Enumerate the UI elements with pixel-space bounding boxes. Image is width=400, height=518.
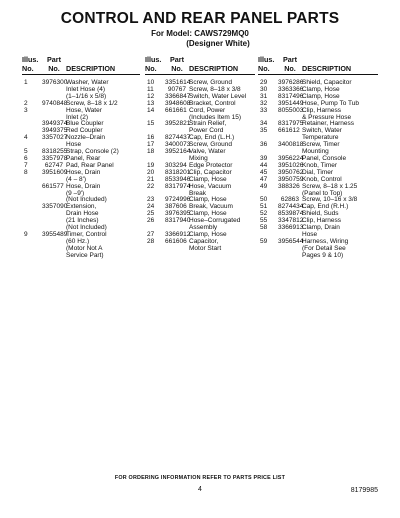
part-number: 303294 xyxy=(165,161,187,169)
illus-number: 50 xyxy=(260,196,268,204)
part-row xyxy=(145,218,255,232)
part-description: Dial, Timer xyxy=(302,168,334,176)
column-header xyxy=(258,56,378,75)
illus-number: 13 xyxy=(147,99,155,107)
part-description: Knob, Control xyxy=(302,175,342,183)
page-title: CONTROL AND REAR PANEL PARTS xyxy=(60,10,340,27)
part-number: 3949375 xyxy=(42,127,68,135)
part-description: Shield, Suds xyxy=(302,210,339,218)
part-number: 661606 xyxy=(165,237,187,245)
part-row xyxy=(22,170,140,184)
part-description: Screw, 8–18 x 1.25 (Panel to Top) xyxy=(302,182,358,197)
part-description: Nozzle–Drain Hose xyxy=(66,134,106,149)
part-description: Hose, Vacuum Break xyxy=(189,182,232,197)
part-description: Timer, Control (60 Hz.) (Motor Not A Service Part) xyxy=(66,230,107,259)
part-row xyxy=(145,239,255,253)
illus-number: 2 xyxy=(24,99,28,107)
header-illus: Illus. No. xyxy=(258,55,275,73)
header-part: Part No. xyxy=(283,55,297,73)
part-number: 3357090 xyxy=(42,203,68,211)
part-number: 3951026 xyxy=(278,161,304,169)
part-description: Retainer, Harness xyxy=(302,120,355,128)
illus-number: 25 xyxy=(147,210,155,218)
column-header xyxy=(22,56,140,75)
part-row xyxy=(258,184,378,198)
part-row xyxy=(258,142,378,156)
part-number: 3366913 xyxy=(278,224,304,232)
illus-number: 45 xyxy=(260,168,268,176)
illus-number: 49 xyxy=(260,182,268,190)
illus-number: 55 xyxy=(260,217,268,225)
illus-number: 34 xyxy=(260,120,268,128)
illus-number: 58 xyxy=(260,224,268,232)
illus-number: 4 xyxy=(24,134,28,142)
illus-number: 19 xyxy=(147,161,155,169)
header-description: DESCRIPTION xyxy=(302,63,352,73)
part-description: Screw, 8–18 x 1/2 xyxy=(66,99,118,107)
parts-column-3 xyxy=(258,56,378,260)
illus-number: 6 xyxy=(24,154,28,162)
illus-number: 1 xyxy=(24,79,28,86)
part-description: Valve, Water Mixing xyxy=(189,148,226,162)
part-description: Clamp, Drain Hose xyxy=(302,224,340,238)
part-number: 3951609 xyxy=(42,168,68,176)
part-number: 3357978 xyxy=(42,154,68,162)
part-row xyxy=(22,80,140,101)
part-description: Cap, End (L.H.) xyxy=(189,134,235,142)
part-number: 661577 xyxy=(42,182,64,190)
illus-number: 10 xyxy=(147,79,155,86)
part-description: Hose, Water Inlet (2) xyxy=(66,106,102,121)
illus-number: 15 xyxy=(147,120,155,128)
part-number: 3351614 xyxy=(165,79,191,86)
illus-number: 3 xyxy=(24,106,28,114)
part-number: 661661 xyxy=(165,106,187,114)
parts-list xyxy=(145,80,255,253)
part-description: Clamp, Hose xyxy=(302,85,340,93)
part-description: Harness, Wiring (For Detail See Pages 9 & 10) xyxy=(302,237,349,259)
illus-number: 39 xyxy=(260,154,268,162)
part-description: Clamp, Hose xyxy=(189,175,227,183)
part-description: Hose, Pump To Tub xyxy=(302,99,359,107)
part-number: 8318255 xyxy=(42,148,68,156)
illus-number: 47 xyxy=(260,175,268,183)
part-number: 3366912 xyxy=(165,230,191,238)
part-description: Clamp, Hose xyxy=(189,230,227,238)
part-description: Screw, Ground xyxy=(189,79,232,86)
part-description: Washer, Water Inlet Hose (4) (1–1/16 x 5/8) xyxy=(66,79,109,100)
model-line: For Model: CAWS729MQ0 xyxy=(151,29,249,38)
parts-list xyxy=(258,80,378,260)
parts-column-1 xyxy=(22,56,140,260)
part-number: 8533946 xyxy=(165,175,191,183)
part-row xyxy=(22,108,140,122)
part-description: Bracket, Control xyxy=(189,99,236,107)
part-number: 3951449 xyxy=(278,99,304,107)
part-number: 8317496 xyxy=(278,92,304,100)
illus-number: 29 xyxy=(260,79,268,86)
illus-number: 17 xyxy=(147,141,155,149)
illus-number: 51 xyxy=(260,203,268,211)
illus-number: 9 xyxy=(24,230,28,238)
part-number: 3948608 xyxy=(165,99,191,107)
part-number: 8317940 xyxy=(165,217,191,225)
illus-number: 24 xyxy=(147,203,155,211)
illus-number: 23 xyxy=(147,196,155,204)
illus-number: 32 xyxy=(260,99,268,107)
part-number: 3976300 xyxy=(42,79,68,86)
illus-number: 18 xyxy=(147,148,155,156)
part-description: Cap, End (R.H.) xyxy=(302,203,349,211)
part-description: Shield, Capacitor xyxy=(302,79,352,86)
part-number: 3956544 xyxy=(278,237,304,245)
illus-number: 44 xyxy=(260,161,268,169)
part-number: 3950762 xyxy=(278,168,304,176)
part-number: 3952821 xyxy=(165,120,191,128)
illus-number: 36 xyxy=(260,141,268,149)
part-number: 3357027 xyxy=(42,134,68,142)
part-row xyxy=(22,184,140,205)
part-description: Blue Coupler xyxy=(66,120,104,128)
part-number: 62863 xyxy=(280,196,299,204)
illus-number: 59 xyxy=(260,237,268,245)
part-description: Switch, Water Level xyxy=(189,92,247,100)
illus-number: 27 xyxy=(147,230,155,238)
part-number: 90767 xyxy=(167,85,186,93)
model-subtitle xyxy=(0,29,400,49)
illus-number: 8 xyxy=(24,168,28,176)
part-number: 9740848 xyxy=(42,99,68,107)
illus-number: 52 xyxy=(260,210,268,218)
part-number: 3956224 xyxy=(278,154,304,162)
illus-number: 20 xyxy=(147,168,155,176)
part-row xyxy=(22,135,140,149)
part-number: 3976286 xyxy=(278,79,304,86)
illus-number: 5 xyxy=(24,148,28,156)
part-row xyxy=(22,232,140,260)
part-number: 8539874 xyxy=(278,210,304,218)
part-number: 3955489 xyxy=(42,230,68,238)
part-number: 8274437 xyxy=(165,134,191,142)
part-row xyxy=(145,149,255,163)
part-description: Clamp, Hose xyxy=(189,210,227,218)
illus-number: 12 xyxy=(147,92,155,100)
part-number: 8317974 xyxy=(165,182,191,190)
model-variant: (Designer White) xyxy=(186,39,250,48)
part-description: Screw, Timer Mounting xyxy=(302,141,340,156)
part-description: Clip, Capacitor xyxy=(189,168,232,176)
part-number: 3976395 xyxy=(165,210,191,218)
part-number: 8274434 xyxy=(278,203,304,211)
part-number: 8317975 xyxy=(278,120,304,128)
illus-number: 16 xyxy=(147,134,155,142)
illus-number xyxy=(22,121,42,128)
part-description: Hose–Corrugated Assembly xyxy=(189,217,241,232)
illus-number: 21 xyxy=(147,175,155,183)
part-description: Screw, 8–18 x 3/8 xyxy=(189,85,241,93)
illus-number: 31 xyxy=(260,92,268,100)
part-description: Strain Relief, Power Cord xyxy=(189,120,227,135)
illus-number: 11 xyxy=(147,85,154,93)
part-number: 3366847 xyxy=(165,92,191,100)
part-number xyxy=(42,108,66,122)
part-row xyxy=(22,204,140,232)
illus-number: 26 xyxy=(147,217,155,225)
part-number: 3363366 xyxy=(278,85,304,93)
header-part: Part No. xyxy=(170,55,184,73)
illus-number: 28 xyxy=(147,237,155,245)
part-number: 9724996 xyxy=(165,196,191,204)
part-number: 3952164 xyxy=(165,148,191,156)
part-row xyxy=(145,184,255,198)
illus-number: 22 xyxy=(147,182,155,190)
part-description: Red Coupler xyxy=(66,127,103,135)
part-description: Clamp, Hose xyxy=(302,92,340,100)
part-description: Cord, Power (Includes Item 15) xyxy=(189,106,242,121)
part-number: 62747 xyxy=(44,161,63,169)
part-description: Clip, Harness & Pressure Hose xyxy=(302,106,352,121)
part-number: 3950759 xyxy=(278,175,304,183)
ordering-note: FOR ORDERING INFORMATION REFER TO PARTS PRICE LIST xyxy=(114,475,286,481)
document-number: 8179985 xyxy=(350,487,378,494)
illus-number: 35 xyxy=(260,127,268,135)
part-description: Capacitor, Motor Start xyxy=(189,237,222,252)
part-row xyxy=(258,239,378,260)
part-description: Hose, Drain (9 –9') (Not Included) xyxy=(66,182,107,204)
page-number: 4 xyxy=(198,486,202,493)
illus-number: 33 xyxy=(260,106,268,114)
part-description: Switch, Water Temperature xyxy=(302,127,342,142)
part-number: 8055003 xyxy=(278,106,304,114)
part-description: Panel, Rear xyxy=(66,154,101,162)
column-header xyxy=(145,56,255,75)
part-number: 8318201 xyxy=(165,168,191,176)
part-number: 3347812 xyxy=(278,217,304,225)
part-description: Extension, Drain Hose (21 Inches) (Not Included) xyxy=(66,203,107,232)
part-description: Knob, Timer xyxy=(302,161,338,169)
part-row xyxy=(258,108,378,122)
illus-number: 7 xyxy=(24,161,28,169)
part-description: Break, Vacuum xyxy=(189,203,233,211)
header-description: DESCRIPTION xyxy=(66,63,116,73)
illus-number: 14 xyxy=(147,106,155,114)
part-description: Pad, Rear Panel xyxy=(66,161,114,169)
part-number: 3949374 xyxy=(42,120,68,128)
part-description: Clip, Harness xyxy=(302,217,342,225)
part-number: 387606 xyxy=(165,203,187,211)
parts-list xyxy=(22,80,140,260)
part-description: Hose, Drain (4 – 8') xyxy=(66,168,101,183)
part-description: Clamp, Hose xyxy=(189,196,227,204)
part-number: 3400818 xyxy=(278,141,304,149)
part-description: Panel, Console xyxy=(302,154,347,162)
part-row xyxy=(258,225,378,239)
parts-column-2 xyxy=(145,56,255,253)
part-description: Strap, Console (2) xyxy=(66,148,119,156)
illus-number: 30 xyxy=(260,85,268,93)
part-description: Screw, 10–16 x 3/8 xyxy=(302,196,358,204)
part-row xyxy=(145,121,255,135)
part-description: Edge Protector xyxy=(189,161,233,169)
part-description: Screw, Ground xyxy=(189,141,232,149)
illus-number xyxy=(22,184,42,205)
part-number: 661612 xyxy=(278,127,300,135)
header-illus: Illus. No. xyxy=(22,55,39,73)
header-illus: Illus. No. xyxy=(145,55,162,73)
part-row xyxy=(145,108,255,122)
part-number: 388326 xyxy=(278,182,300,190)
illus-number xyxy=(22,204,42,232)
part-row xyxy=(258,128,378,142)
header-description: DESCRIPTION xyxy=(189,63,239,73)
part-number: 3400073 xyxy=(165,141,191,149)
header-part: Part No. xyxy=(47,55,61,73)
